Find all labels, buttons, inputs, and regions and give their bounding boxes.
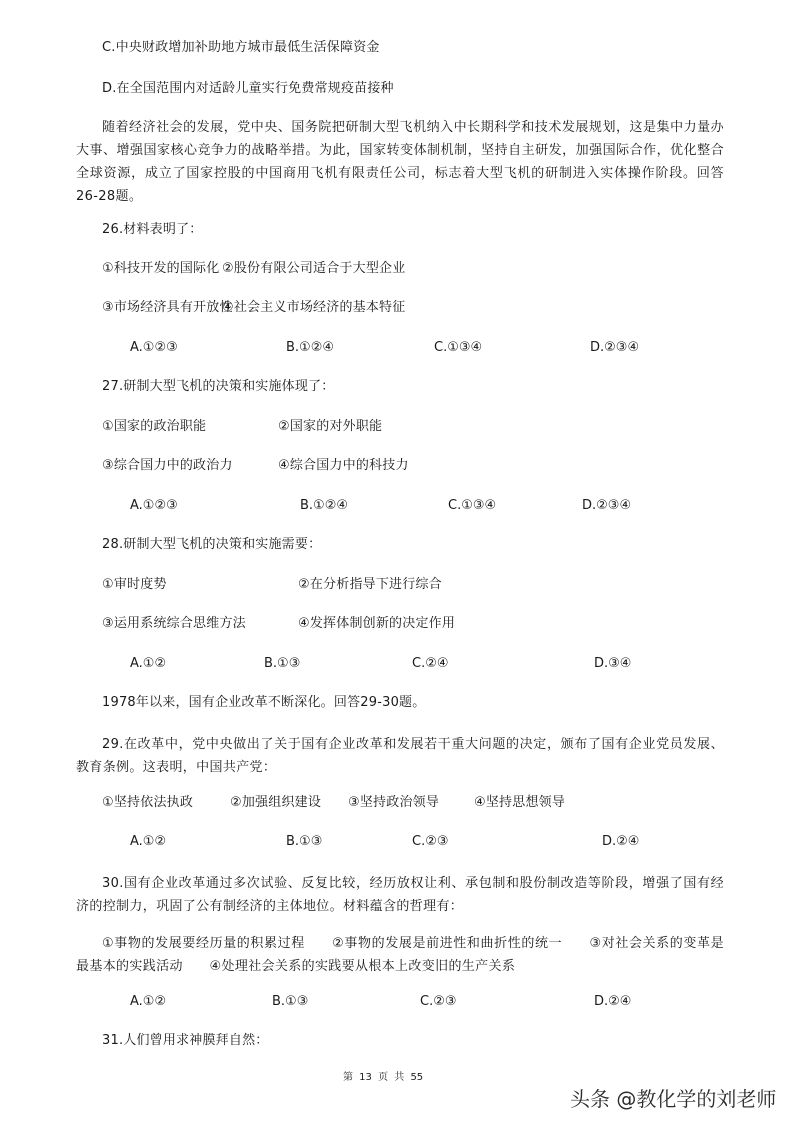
q29-item-2: ②加强组织建设 xyxy=(230,795,322,810)
material-29-30: 1978年以来，国有企业改革不断深化。回答29-30题。 xyxy=(102,695,426,710)
q30-items: ①事物的发展要经历量的积累过程 ②事物的发展是前进性和曲折性的统一 ③对社会关系的变革是最基本的实践活动 ④处理社会关系的实践要从根本上改变旧的生产关系 xyxy=(76,936,724,974)
q26-stem: 26.材料表明了： xyxy=(102,222,203,237)
q27-item-3: ③综合国力中的政治力 xyxy=(102,458,233,473)
q28-choice-b: B.①③ xyxy=(264,656,301,671)
q27-item-2: ②国家的对外职能 xyxy=(278,419,383,434)
q29-stem: 29.在改革中，党中央做出了关于国有企业改革和发展若干重大问题的决定，颁布了国有企业党员发展、教育条例。这表明，中国共产党： xyxy=(76,737,724,775)
q29-choice-c: C.②③ xyxy=(412,834,449,849)
q27-choice-d: D.②③④ xyxy=(582,498,632,513)
q29-item-4: ④坚持思想领导 xyxy=(474,795,566,810)
q27-stem: 27.研制大型飞机的决策和实施体现了： xyxy=(102,379,335,394)
q26-choice-c: C.①③④ xyxy=(434,340,483,355)
watermark: 头条 @教化学的刘老师 xyxy=(570,1087,777,1111)
q30-choice-c: C.②③ xyxy=(420,994,457,1009)
q29-choice-b: B.①③ xyxy=(286,834,323,849)
material-26-28: 随着经济社会的发展，党中央、国务院把研制大型飞机纳入中长期科学和技术发展规划，这是集中力量办大事、增强国家核心竞争力的战略举措。为此，国家转变体制机制，坚持自主研发，加强国际合作，优化整合全球资源，成立了国家控股的中国商用飞机有限责任公司，标志着大型飞机的研制进入实体操作阶段。回答26-28题。 xyxy=(76,120,724,204)
q28-stem: 28.研制大型飞机的决策和实施需要： xyxy=(102,537,322,552)
q29-choice-a: A.①② xyxy=(130,834,167,849)
q28-choice-c: C.②④ xyxy=(412,656,449,671)
q27-item-1: ①国家的政治职能 xyxy=(102,419,207,434)
q28-choice-a: A.①② xyxy=(130,656,167,671)
option-d-prev: D.在全国范围内对适龄儿童实行免费常规疫苗接种 xyxy=(102,81,394,96)
q31-stem: 31.人们曾用求神膜拜自然： xyxy=(102,1033,269,1048)
q28-item-1: ①审时度势 xyxy=(102,577,167,592)
q28-item-4: ④发挥体制创新的决定作用 xyxy=(298,616,456,631)
q26-item-4: ④社会主义市场经济的基本特征 xyxy=(222,300,406,315)
q30-choice-a: A.①② xyxy=(130,994,167,1009)
q28-item-2: ②在分析指导下进行综合 xyxy=(298,577,442,592)
q29-choice-d: D.②④ xyxy=(602,834,640,849)
q27-choice-c: C.①③④ xyxy=(448,498,497,513)
q30-choice-b: B.①③ xyxy=(272,994,309,1009)
q26-item-1: ①科技开发的国际化 xyxy=(102,261,220,276)
q27-item-4: ④综合国力中的科技力 xyxy=(278,458,409,473)
q26-item-3: ③市场经济具有开放性 xyxy=(102,300,233,315)
option-c-prev: C.中央财政增加补助地方城市最低生活保障资金 xyxy=(102,40,380,55)
q28-item-3: ③运用系统综合思维方法 xyxy=(102,616,246,631)
q28-choice-d: D.③④ xyxy=(594,656,632,671)
q27-choice-a: A.①②③ xyxy=(130,498,178,513)
q30-stem: 30.国有企业改革通过多次试验、反复比较，经历放权让利、承包制和股份制改造等阶段，增强了国有经济的控制力，巩固了公有制经济的主体地位。材料蕴含的哲理有： xyxy=(76,876,724,914)
q29-item-1: ①坚持依法执政 xyxy=(102,795,194,810)
q26-choice-a: A.①②③ xyxy=(130,340,178,355)
q30-choice-d: D.②④ xyxy=(594,994,632,1009)
q27-choice-b: B.①②④ xyxy=(300,498,349,513)
q26-choice-b: B.①②④ xyxy=(286,340,335,355)
q26-choice-d: D.②③④ xyxy=(590,340,640,355)
page-number: 第 13 页 共 55 xyxy=(343,1072,424,1083)
q29-item-3: ③坚持政治领导 xyxy=(348,795,440,810)
q26-item-2: ②股份有限公司适合于大型企业 xyxy=(222,261,406,276)
